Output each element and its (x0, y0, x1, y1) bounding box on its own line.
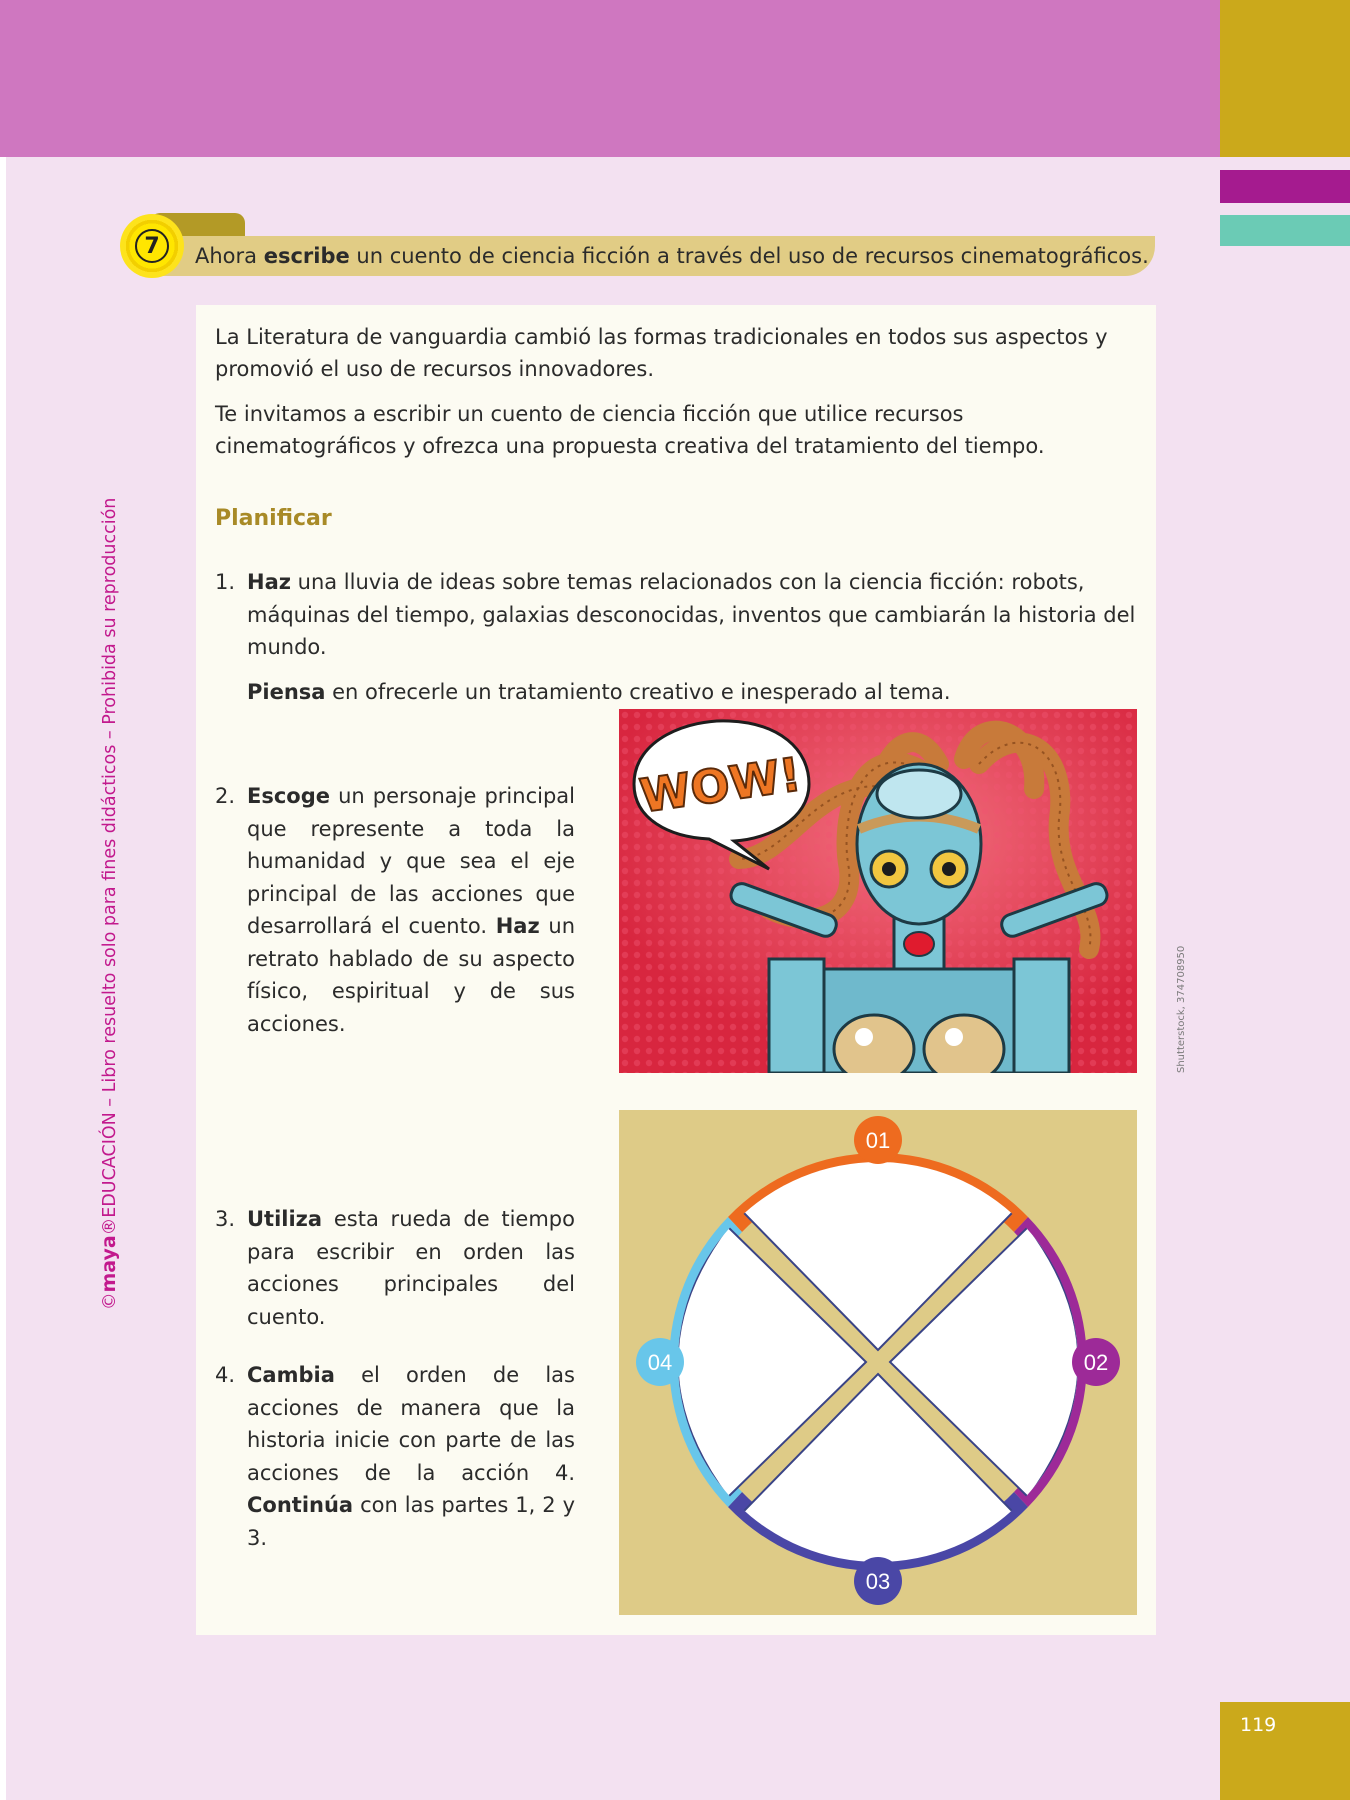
activity-instruction: Ahora escribe un cuento de ciencia ficción a través del uso de recursos cinematográficos. (195, 244, 1149, 268)
activity-number-badge (120, 214, 184, 278)
step-2 (215, 780, 575, 1040)
intro-paragraph-1: La Literatura de vanguardia cambió las formas tradicionales en todos sus aspectos y promovió el uso de recursos innovadores. (215, 325, 1108, 381)
section-heading: Planificar (215, 506, 332, 531)
step-1-text: Haz una lluvia de ideas sobre temas relacionados con la ciencia ficción: robots, máquinas del tiempo, galaxias desconocidas, inventos que cambiarán la historia del mundo. (247, 570, 1136, 659)
activity-number: 7 (135, 229, 169, 263)
time-wheel (619, 1110, 1137, 1615)
photo-credit: Shutterstock, 374708950 (1176, 945, 1187, 1073)
corner-gold-block (1220, 0, 1350, 157)
wheel-label-04: 04 (647, 1350, 673, 1375)
header-band (0, 0, 1220, 157)
left-page-edge (0, 157, 6, 1800)
step-number: 3. (215, 1207, 236, 1231)
step-number: 4. (215, 1363, 236, 1387)
magenta-tab (1220, 170, 1350, 203)
publisher-brand: maya (98, 1235, 120, 1293)
intro-paragraph-2: Te invitamos a escribir un cuento de ciencia ficción que utilice recursos cinematográficos y ofrezca una propuesta creativa del tratamiento del tiempo. (215, 402, 1045, 458)
step-1 (215, 566, 1138, 708)
speech-bubble-text: WOW! (636, 747, 805, 824)
step-number: 1. (215, 570, 236, 594)
step-number: 2. (215, 784, 236, 808)
teal-tab (1220, 215, 1350, 246)
robot-illustration (619, 709, 1137, 1073)
copyright-text: ®EDUCACIÓN – Libro resuelto solo para fines didácticos – Prohibida su reproducción (100, 497, 120, 1236)
step-2-text: Escoge un personaje principal que represente a toda la humanidad y que sea el eje principal de las acciones que desarrollará el cuento. Haz un retrato hablado de su aspecto físico, espiritual y de sus acciones. (247, 784, 576, 1036)
time-wheel-graphic (619, 1110, 1137, 1615)
step-4-text: Cambia el orden de las acciones de manera que la historia inicie con parte de las acciones de la acción 4. Continúa con las partes 1, 2 y 3. (247, 1363, 575, 1550)
step-3 (215, 1203, 575, 1333)
wheel-label-02: 02 (1083, 1350, 1109, 1375)
robot-image (619, 709, 1137, 1073)
page-number: 119 (1240, 1714, 1277, 1736)
wheel-label-03: 03 (865, 1569, 891, 1594)
step-3-text: Utiliza esta rueda de tiempo para escribir en orden las acciones principales del cuento. (247, 1207, 575, 1329)
copyright-side-note (98, 498, 120, 1310)
wheel-label-01: 01 (865, 1128, 891, 1153)
step-1-followup: Piensa en ofrecerle un tratamiento creativo e inesperado al tema. (247, 679, 951, 704)
step-4 (215, 1359, 575, 1554)
copyright-symbol: © (100, 1292, 120, 1310)
